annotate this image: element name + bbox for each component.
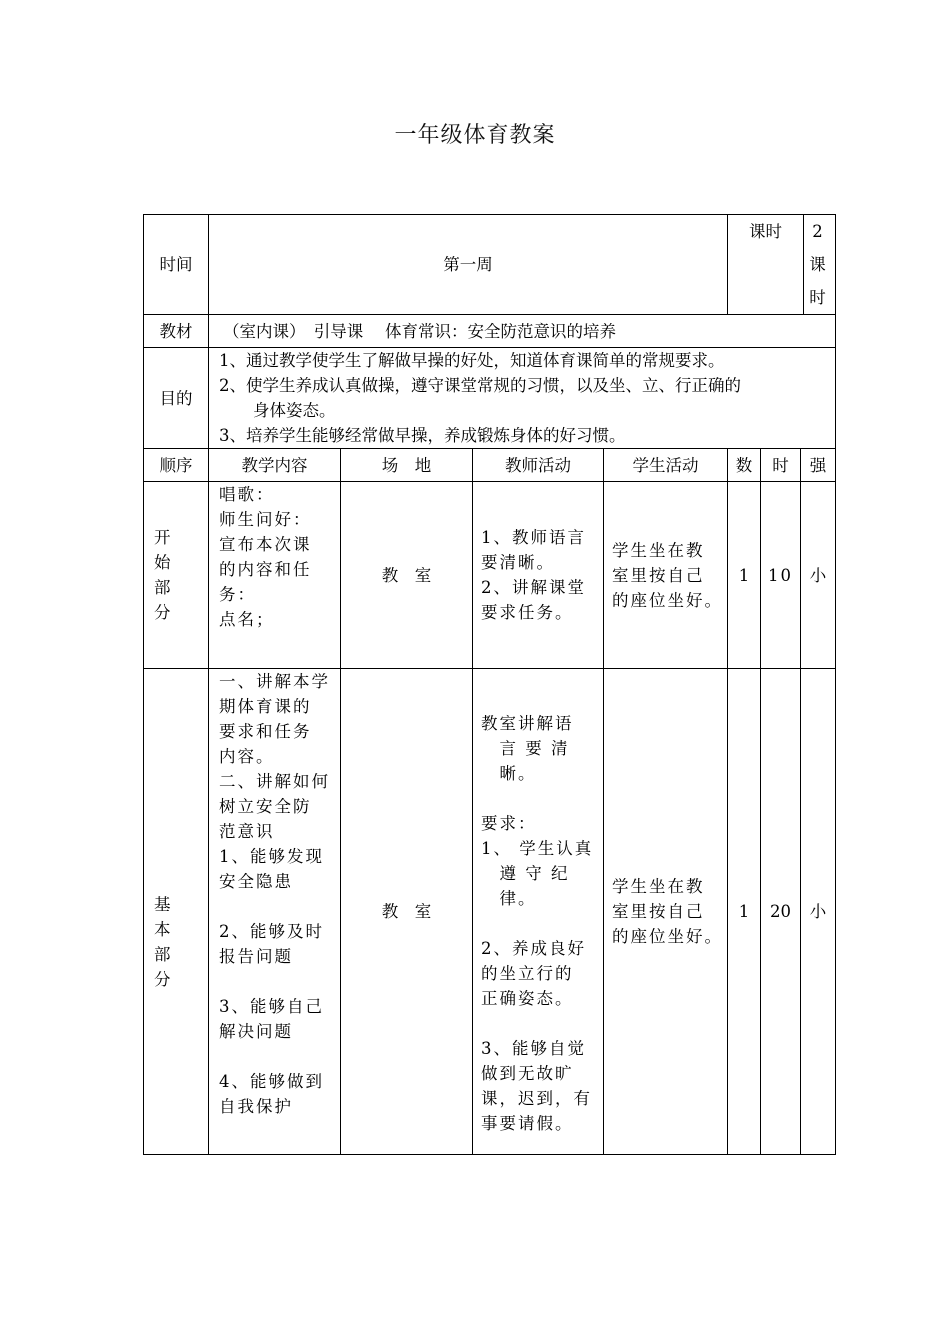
col-time: 时: [761, 449, 801, 482]
time-cell: 10: [761, 482, 801, 669]
table-row: [144, 482, 836, 669]
goals-label: 目的: [144, 348, 209, 449]
col-order: 顺序: [144, 449, 209, 482]
venue-cell: 教 室: [341, 669, 473, 1155]
col-content: 教学内容: [209, 449, 341, 482]
goal-item-3: 3、培养学生能够经常做早操，养成锻炼身体的好习惯。: [219, 426, 626, 445]
lesson-hours-value: 2 课时: [809, 222, 826, 307]
teacher-cell: 教室讲解语 言 要 清 晰。 要求： 1、 学生认真 遵 守 纪 律。 2、养成良好 的坐立行的 正确姿态。 3、能够自觉 做到无故旷 课，迟到，有 事要请假。: [473, 669, 604, 1155]
student-cell: 学生坐在教 室里按自己 的座位坐好。: [604, 669, 728, 1155]
goal-item-1: 1、通过教学使学生了解做早操的好处，知道体育课简单的常规要求。: [219, 351, 725, 370]
material-label: 教材: [144, 315, 209, 348]
intensity-cell: 小: [801, 669, 836, 1155]
teacher-cell: 1、教师语言 要清晰。 2、讲解课堂 要求任务。: [473, 482, 604, 669]
col-intensity: 强: [801, 449, 836, 482]
lesson-hours-label: 课时: [728, 215, 804, 314]
goal-item-2: 2、使学生养成认真做操，遵守课堂常规的习惯，以及坐、立、行正确的: [219, 376, 741, 395]
order-cell: 开 始 部 分: [144, 482, 209, 669]
goal-item-2-cont: 身体姿态。: [253, 401, 336, 420]
goals-row: [144, 348, 836, 449]
material-row: [144, 315, 836, 348]
time-label: 时间: [144, 215, 209, 315]
lesson-hours-cell: [728, 215, 836, 315]
material-text: （室内课） 引导课 体育常识：安全防范意识的培养: [209, 315, 836, 348]
col-student: 学生活动: [604, 449, 728, 482]
col-teacher: 教师活动: [473, 449, 604, 482]
content-cell: 一、讲解本学 期体育课的 要求和任务 内容。 二、讲解如何 树立安全防 范意识 1、能够发现 安全隐患 2、能够及时 报告问题 3、能够自己 解决问题 4、能够做到 自我保护: [209, 669, 341, 1155]
column-header-row: [144, 449, 836, 482]
lesson-plan-table: [143, 214, 836, 1155]
order-cell: 基 本 部 分: [144, 669, 209, 1155]
week-value: 第一周: [209, 215, 728, 315]
col-count: 数: [728, 449, 761, 482]
page-title: 一年级体育教案: [394, 123, 556, 148]
col-venue: 场 地: [341, 449, 473, 482]
venue-cell: 教 室: [341, 482, 473, 669]
count-cell: 1: [728, 482, 761, 669]
content-cell: 唱歌： 师生问好： 宣布本次课 的内容和任 务： 点名；: [209, 482, 341, 669]
time-cell: 20: [761, 669, 801, 1155]
intensity-cell: 小: [801, 482, 836, 669]
count-cell: 1: [728, 669, 761, 1155]
header-row: [144, 215, 836, 315]
student-cell: 学生坐在教 室里按自己 的座位坐好。: [604, 482, 728, 669]
table-row: [144, 669, 836, 1155]
goals-text: [209, 348, 836, 449]
